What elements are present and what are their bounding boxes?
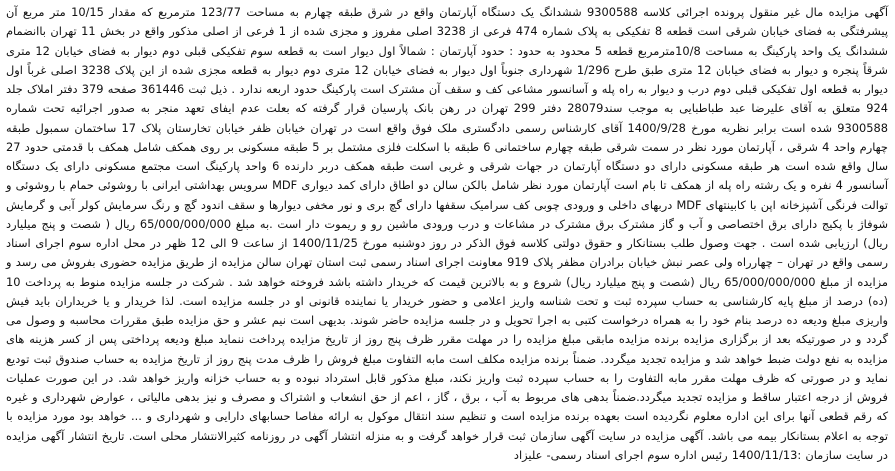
auction-notice-text: آگهی مزایده مال غیر منقول پرونده اجرائی کلاسه 9300588 ششدانگ یک دستگاه آپارتمان واقع در شرق طبقه چهارم به مساحت 123/77 مترمربع که مقدار 10/15 متر مربع آن پیشرفتگی به فضای خیابان شرقی است قطعه 8 تفکیکی به پلاک شماره 474 فرعی از 3238 اصلی مفروز و مجزی شده از 1 فرعی از اصلی مذکور واقع در بخش 11 تهران باانضمام ششدانگ یک واحد پارکینگ به مساحت 10/8مترمربع قطعه 5 محدود به حدود : حدود آپارتمان : شمالاً اول دیوار است به قطعه سوم تفکیکی قبلی دوم دیوار به فضای خیابان 12 متری شرقاً پنجره و دیوار به فضای خیابان 12 متری طبق طرح 1/296 شهرداری جنوباً اول دیوار به فضای خیابان 12 متری دوم دیوار به قطعه مجزی شده از این پلاک 3238 اصلی غرباً اول دیوار به قطعه اول تفکیکی قبلی دوم درب و دیوار به راه پله و آسانسور مشاعی کف و سقف آن مشترک است پارکینگ حدود اربعه ندارد . ذیل ثبت 361446 صفحه 379 دفتر املاک جلد 924 متعلق به آقای علیرضا عبد طباطبایی به موجب سند28079 دفتر 299 تهران در رهن بانک پارسیان قرار گرفته که بعلت عدم ایفای تعهد منجر به صدور اجرائیه تحت شماره 9300588 شده است برابر نظریه مورخ 1400/9/28 آقای کارشناس رسمی دادگستری ملک فوق واقع است در تهران خیابان ظفر خیابان تخارستان پلاک 17 ساختمان سمبول طبقه چهارم واحد 4 شرقی ، آپارتمان مورد نظر در سمت شرقی طبقه چهارم ساختمانی 6 طبقه با اسکلت فلزی مشتمل بر 5 طبقه مسکونی بر روی همکف شامل همکف با قدمتی حدود 27 سال واقع شده است هر طبقه مسکونی دارای دو دستگاه آپارتمان در جهات شرقی و غربی است طبقه همکف دربر دارنده 6 واحد پارکینگ است مجتمع مسکونی دارای یک دستگاه آسانسور 4 نفره و یک رشته راه پله از همکف تا بام است آپارتمان مورد نظر شامل بالکن سالن دو اطاق دارای کمد دیواری MDF سرویس بهداشتی ایرانی با روشوئی حمام با روشوئی و توالت فرنگی آشپزخانه اپن با کابینتهای MDF دربهای داخلی و ورودی چوبی کف سرامیک سقفها دارای گچ بری و نور مخفی دیوارها و سقف اندود گچ و رنگ سرمایش کولر آبی و گرمایش شوفاژ با پکیج دارای برق اختصاصی و آب و گاز مشترک برق مشترک در مشاعات و درب ورودی ماشین رو و ریموت دار است .به مبلغ 65/000/000/000 ریال ( شصت و پنج میلیارد ریال) ارزیابی شده است . جهت وصول طلب بستانکار و حقوق دولتی کلاسه فوق الذکر در روز دوشنبه مورخ 1400/11/25 از ساعت 9 الی 12 ظهر در محل اداره سوم اجرای اسناد رسمی واقع در تهران – چهارراه ولی عصر نبش خیابان برادران مظفر پلاک 919 معاونت اجرای اسناد رسمی ثبت استان تهران سالن مزایده از طریق مزایده حضوری بفروش می رسد و مزایده از مبلغ 65/000/000/000 ریال (شصت و پنج میلیارد ریال) شروع و به بالاترین قیمت که خریدار داشته باشد فروخته خواهد شد . شرکت در جلسه مزایده منوط به پرداخت 10 (ده) درصد از مبلغ پایه کارشناسی به حساب سپرده ثبت و تحت شناسه واریز اعلامی و حضور خریدار یا نماینده قانونی او در جلسه مزایده است. لذا خریدار و یا خریداران باید فیش واریزی مبلغ ودیعه ده درصد بنام خود را به همراه درخواست کتبی به اجرا تحویل و در جلسه مزایده حاضر شوند. بدیهی است نیم عشر و حق مزایده طبق مقررات محاسبه و وصول می گردد و در صورتیکه بعد از برگزاری مزایده برنده مزایده مابقی مبلغ مزایده را در مهلت مقرر ظرف پنج روز از تاریخ مزایده پرداخت ننماید مبلغ ودیعه پرداختی پس از کسر هزینه های مزایده به نفع دولت ضبط خواهد شد و مزایده تجدید میگردد. ضمناً برنده مزایده مکلف است مابه التفاوت مبلغ فروش را ظرف مدت پنج روز از تاریخ مزایده به حساب صندوق ثبت تودیع نماید و در صورتی که ظرف مهلت مقرر مابه التفاوت را به حساب سپرده ثبت واریز نکند، مبلغ مذکور قابل استرداد نبوده و به حساب خزانه واریز خواهد شد. در این صورت عملیات فروش از درجه اعتبار ساقط و مزایده تجدید میگردد.ضمناً بدهی های مربوط به آب ، برق ، گاز ، اعم از حق انشعاب و اشتراک و مصرف و نیز بدهی مالیاتی ، عوارض شهرداری و غیره که رقم قطعی آنها برای این اداره معلوم نگردیده است بعهده برنده مزایده است و تنظیم سند انتقال موکول به ارائه مفاصا حسابهای دارایی و شهرداری و ... خواهد بود مورد مزایده با توجه به اعلام بستانکار بیمه می باشد. آگهی مزایده در سایت آگهی سازمان ثبت قرار خواهد گرفت و به منزله انتشار آگهی در روزنامه کثیرالانتشار محلی است. تاریخ انتشار آگهی مزایده در سایت سازمان :1400/11/13 رئیس اداره سوم اجرای اسناد رسمی- علیزاد	[6, 5, 889, 462]
